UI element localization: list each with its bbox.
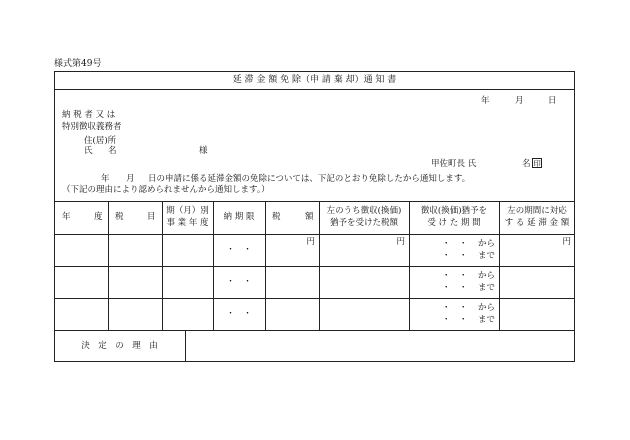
row-1-to-word: まで (478, 251, 496, 261)
notice-frame (54, 71, 575, 362)
row-2-to-word: まで (478, 283, 496, 293)
date-day: 日 (548, 96, 557, 106)
row-2-from-word: から (478, 271, 496, 281)
header-deferred-1: 左のうち徴収(換価) (326, 206, 402, 216)
row-3-deadline: ・ ・ (226, 309, 252, 319)
body-note: （下記の理由により認められませんから通知します。） (62, 185, 270, 195)
header-deferred-2: 猶予を受けた税額 (329, 218, 398, 228)
row-1-deferred-unit: 円 (396, 237, 405, 247)
header-deferral-period-1: 徴収(換価)猶予を (420, 206, 488, 216)
header-period-1: 期（月）別 (166, 206, 209, 216)
row-1-late-fee-unit: 円 (562, 237, 571, 247)
header-tax-a: 税 (115, 212, 124, 222)
issuer-title: 甲佐町長 氏 (431, 159, 477, 169)
name-label-1: 氏 (84, 146, 93, 156)
title-divider (54, 89, 575, 90)
header-row-line (54, 234, 575, 235)
row-2-to-date: ・ ・ (442, 283, 468, 293)
row-1-from-date: ・ ・ (442, 239, 468, 249)
form-number: 様式第49号 (54, 59, 102, 69)
header-amount-a: 税 (272, 212, 281, 222)
row-1-amount-unit: 円 (306, 237, 315, 247)
taxpayer-label-1: 納 税 者 又 は (62, 110, 116, 120)
header-period-2: 事 業 年 度 (166, 218, 209, 228)
address-label: 住(居)所 (84, 136, 117, 146)
table-top-line (54, 201, 575, 202)
header-year-b: 度 (94, 212, 103, 222)
header-deadline: 納 期 限 (223, 212, 255, 222)
row-2-deadline: ・ ・ (226, 277, 252, 287)
date-month: 月 (515, 96, 524, 106)
body-month: 月 (126, 174, 135, 184)
row-3-to-date: ・ ・ (442, 315, 468, 325)
row-2-from-date: ・ ・ (442, 271, 468, 281)
taxpayer-label-2: 特別徴収義務者 (62, 122, 122, 132)
header-year-a: 年 (62, 212, 71, 222)
col-divider (108, 201, 109, 330)
header-late-fee-2: す る 延 滞 金 額 (504, 218, 570, 228)
reason-label: 決 定 の 理 由 (81, 341, 158, 351)
col-divider (265, 201, 266, 330)
name-label-2: 名 (108, 146, 117, 156)
date-year: 年 (481, 96, 490, 106)
row-2-line (54, 298, 575, 299)
issuer-name-suffix: 名 (522, 159, 531, 169)
header-deferral-period-2: 受 け た 期 間 (427, 218, 481, 228)
header-late-fee-1: 左の期間に対応 (507, 206, 567, 216)
body-sentence: 日の申請に係る延滞金額の免除については、下記のとおり免除したから通知します。 (148, 174, 471, 184)
document-title: 延 滞 金 額 免 除（申 請 棄 却）通 知 書 (232, 75, 397, 85)
row-1-deadline: ・ ・ (226, 245, 252, 255)
body-year: 年 (101, 174, 110, 184)
header-amount-b: 額 (305, 212, 314, 222)
honorific: 様 (199, 146, 208, 156)
row-1-line (54, 266, 575, 267)
row-1-from-word: から (478, 239, 496, 249)
row-3-from-date: ・ ・ (442, 303, 468, 313)
row-3-to-word: まで (478, 315, 496, 325)
reason-field[interactable] (186, 331, 574, 361)
row-3-from-word: から (478, 303, 496, 313)
row-1-to-date: ・ ・ (442, 251, 468, 261)
seal-box: 印 (533, 159, 541, 168)
header-tax-b: 目 (147, 212, 156, 222)
